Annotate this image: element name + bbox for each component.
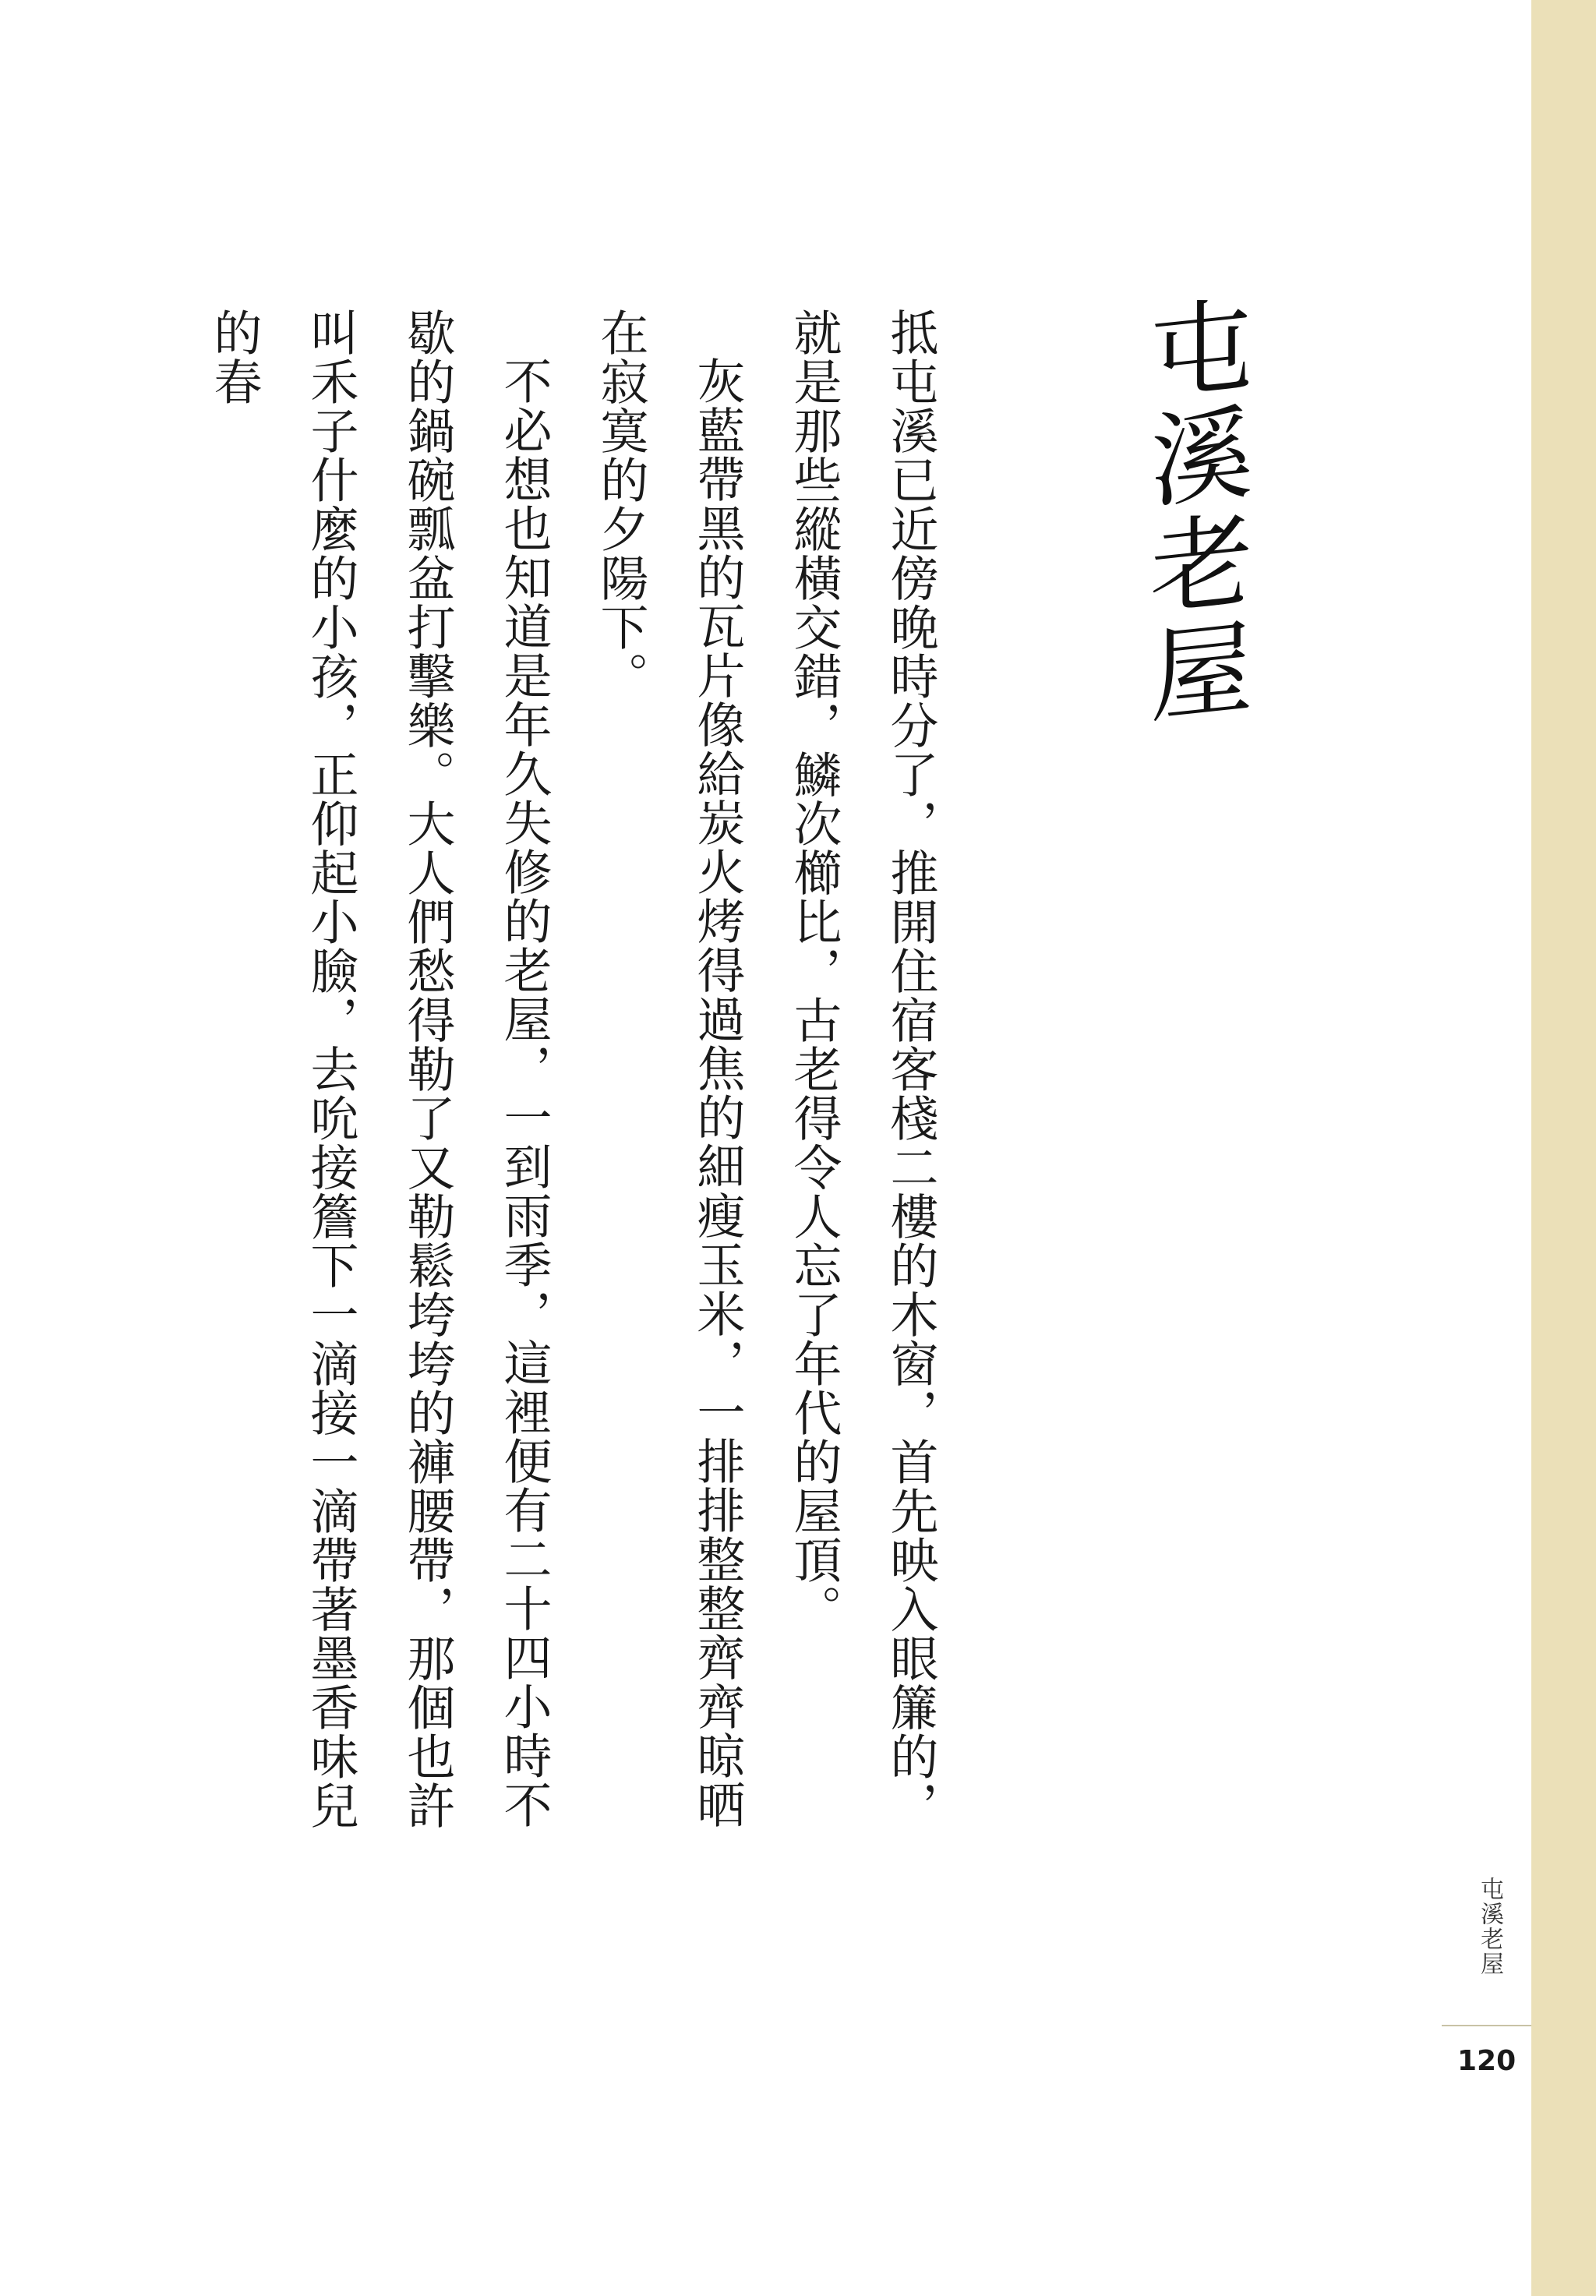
body-text [206,308,959,1851]
running-head-title: 屯溪老屋 [1476,1877,1503,1976]
paragraph-2: 灰藍帶黑的瓦片像給炭火烤得過焦的細瘦玉米，一排排整整齊齊晾晒在寂寞的夕陽下。 [592,308,746,1829]
chapter-title-calligraphy: 屯溪老屋 [1132,289,1252,733]
folio-divider [1442,2025,1531,2026]
paragraph-3: 不必想也知道是年久失修的老屋，一到雨季，這裡便有二十四小時不歇的鍋碗瓢盆打擊樂。大人們愁得勒了又勒鬆垮垮的褲腰帶，那個也許叫禾子什麼的小孩，正仰起小臉，去吮接簷下一滴接一滴帶著墨香味兒的春 [206,308,553,1830]
paragraph-1: 抵屯溪已近傍晚時分了，推開住宿客棧二樓的木窗，首先映入眼簾的，就是那些縱橫交錯，鱗次櫛比，古老得令人忘了年代的屋頂。 [786,308,939,1830]
page-number: 120 [1457,2045,1517,2077]
side-band [1531,0,1596,2296]
